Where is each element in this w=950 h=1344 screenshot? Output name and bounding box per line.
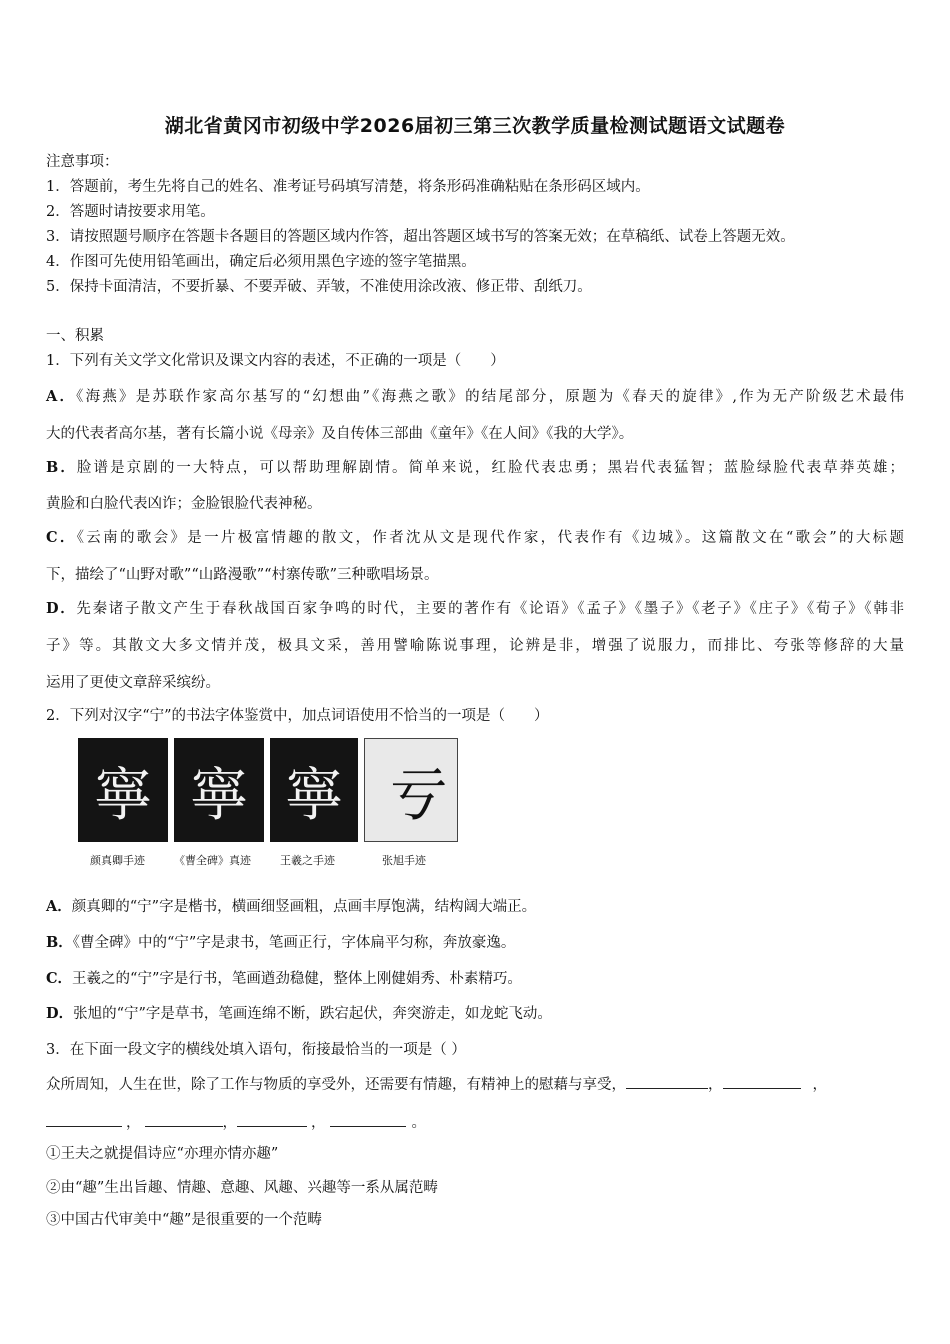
q1-stem: 1．下列有关文学文化常识及课文内容的表述，不正确的一项是（ ） bbox=[46, 353, 505, 369]
q2-option-b: B．《曹全碑》中的“宁”字是隶书，笔画正行，字体扁平匀称，奔放豪逸。 bbox=[46, 934, 516, 951]
q2-option-a: A．颜真卿的“宁”字是楷书，横画细竖画粗，点画丰厚饱满，结构阔大端正。 bbox=[46, 898, 537, 915]
fill-blank[interactable] bbox=[330, 1112, 406, 1127]
q1-option-c-line1: C．《云南的歌会》是一片极富情趣的散文，作者沈从文是现代作家，代表作有《边城》。这篇散文在“歌会”的大标题 bbox=[46, 529, 904, 546]
caption-caoquan: 《曹全碑》真迹 bbox=[174, 854, 251, 867]
calligraphy-sample-wang: 寧 bbox=[270, 738, 358, 842]
q1-option-a-line1: A．《海燕》是苏联作家高尔基写的“幻想曲”《海燕之歌》的结尾部分，原题为《春天的旋律》,作为无产阶级艺术最伟 bbox=[46, 388, 904, 405]
q1-option-b-line1: B．脸谱是京剧的一大特点，可以帮助理解剧情。简单来说，红脸代表忠勇；黑岩代表猛智；蓝脸绿脸代表草莽英雄； bbox=[46, 459, 904, 476]
caption-wang: 王羲之手迹 bbox=[280, 854, 335, 867]
fill-blank[interactable] bbox=[145, 1112, 223, 1127]
calligraphy-figure bbox=[76, 738, 466, 880]
q3-item-1: ①王夫之就提倡诗应“亦理亦情亦趣” bbox=[46, 1146, 279, 1162]
option-letter: D． bbox=[46, 600, 77, 617]
option-letter: C． bbox=[46, 529, 77, 546]
q2-option-d: D．张旭的“宁”字是草书，笔画连绵不断，跌宕起伏，奔突游走，如龙蛇飞动。 bbox=[46, 1005, 552, 1022]
q1-option-a-line2: 大的代表者高尔基，著有长篇小说《母亲》及自传体三部曲《童年》《在人间》《我的大学》。 bbox=[46, 426, 634, 442]
notice-item-5: 5．保持卡面清洁，不要折暴、不要弄破、弄皱，不准使用涂改液、修正带、刮纸刀。 bbox=[46, 279, 592, 295]
q2-option-c: C．王羲之的“宁”字是行书，笔画遒劲稳健，整体上刚健娟秀、朴素精巧。 bbox=[46, 970, 522, 987]
fill-blank[interactable] bbox=[237, 1112, 307, 1127]
q1-option-d-line2: 子》等。其散文大多文情并茂，极具文采，善用譬喻陈说事理，论辨是非，增强了说服力，而排比、夸张等修辞的大量 bbox=[46, 638, 904, 654]
caption-zhang: 张旭手迹 bbox=[382, 854, 426, 867]
q3-item-3: ③中国古代审美中“趣”是很重要的一个范畴 bbox=[46, 1212, 322, 1228]
section-heading: 一、积累 bbox=[46, 328, 104, 344]
notice-heading: 注意事项： bbox=[46, 154, 119, 170]
q1-option-b-line2: 黄脸和白脸代表凶诈；金脸银脸代表神秘。 bbox=[46, 496, 322, 512]
fill-blank[interactable] bbox=[626, 1074, 708, 1089]
notice-item-3: 3．请按照题号顺序在答题卡各题目的答题区域内作答，超出答题区域书写的答案无效；在草稿纸、试卷上答题无效。 bbox=[46, 229, 795, 245]
q1-option-c-line2: 下，描绘了“山野对歌”“山路漫歌”“村寨传歌”三种歌唱场景。 bbox=[46, 567, 439, 583]
q1-option-d-line3: 运用了更使文章辞采缤纷。 bbox=[46, 675, 220, 691]
fill-blank[interactable] bbox=[46, 1112, 122, 1127]
calligraphy-sample-yan: 寧 bbox=[78, 738, 168, 842]
fill-blank[interactable] bbox=[723, 1074, 801, 1089]
option-letter: B． bbox=[46, 459, 77, 476]
q2-stem: 2．下列对汉字“宁”的书法字体鉴赏中，加点词语使用不恰当的一项是（ ） bbox=[46, 708, 549, 724]
q3-item-2: ②由“趣”生出旨趣、情趣、意趣、风趣、兴趣等一系从属范畴 bbox=[46, 1180, 438, 1196]
notice-item-1: 1．答题前，考生先将自己的姓名、准考证号码填写清楚，将条形码准确粘贴在条形码区域内。 bbox=[46, 179, 650, 195]
q3-passage-line2: ， ， ， 。 bbox=[46, 1112, 426, 1133]
notice-item-4: 4．作图可先使用铅笔画出，确定后必须用黑色字迹的签字笔描黑。 bbox=[46, 254, 476, 270]
calligraphy-sample-zhang: 亏 bbox=[364, 738, 458, 842]
option-letter: A． bbox=[46, 388, 77, 405]
exam-title: 湖北省黄冈市初级中学2026届初三第三次教学质量检测试题语文试题卷 bbox=[164, 115, 786, 137]
notice-item-2: 2．答题时请按要求用笔。 bbox=[46, 204, 215, 220]
caption-yan: 颜真卿手迹 bbox=[90, 854, 145, 867]
q1-option-d-line1: D．先秦诸子散文产生于春秋战国百家争鸣的时代，主要的著作有《论语》《孟子》《墨子》《老子》《庄子》《荀子》《韩非 bbox=[46, 600, 904, 617]
q3-passage-line1: 众所周知，人生在世，除了工作与物质的享受外，还需要有情趣，有精神上的慰藉与享受， ， ， bbox=[46, 1074, 827, 1095]
q3-stem: 3．在下面一段文字的横线处填入语句，衔接最恰当的一项是（ ） bbox=[46, 1042, 466, 1058]
calligraphy-sample-caoquan: 寧 bbox=[174, 738, 264, 842]
